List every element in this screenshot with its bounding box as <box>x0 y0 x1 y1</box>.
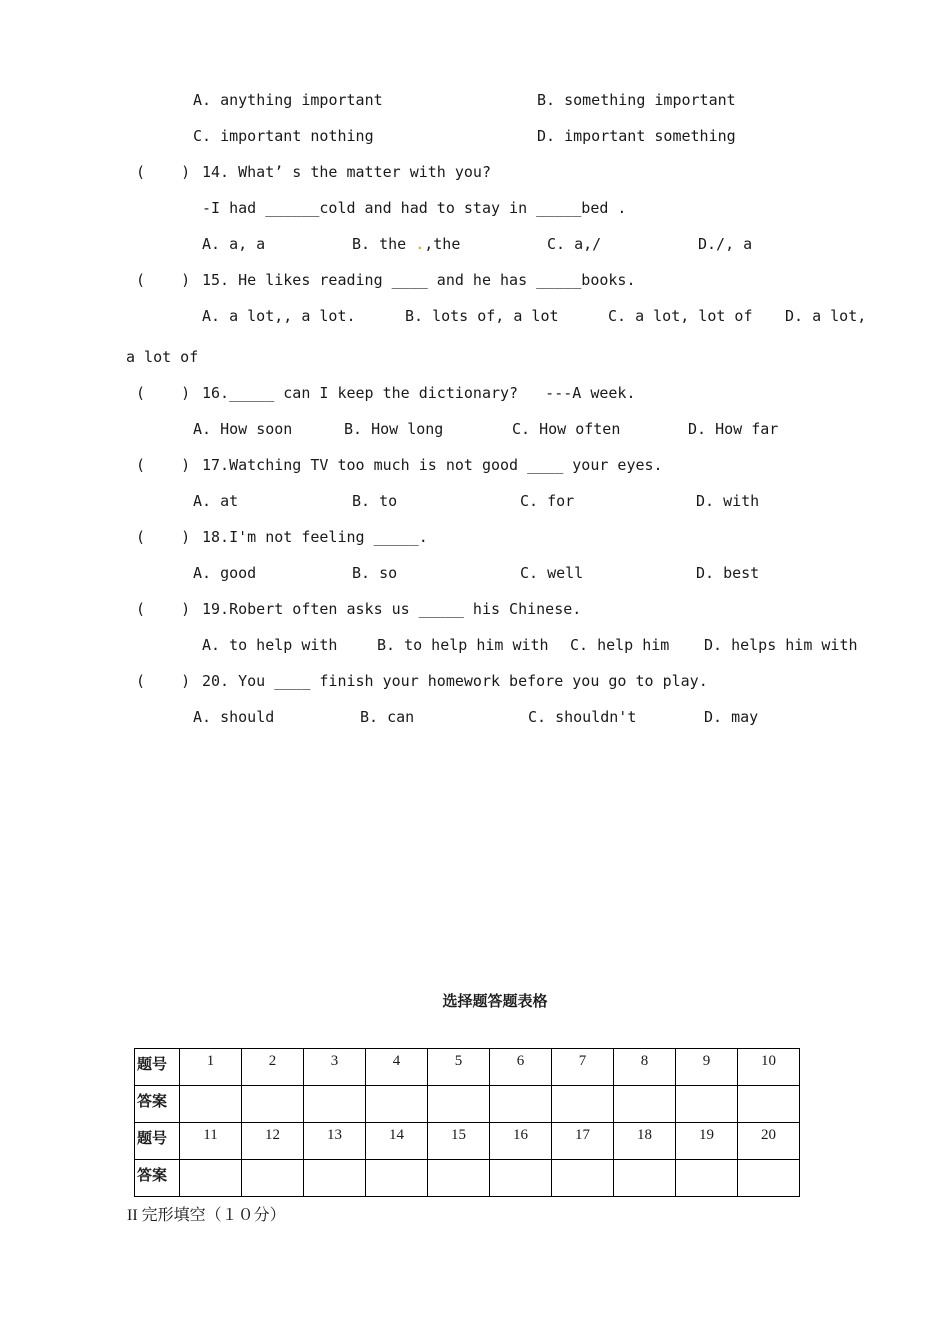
number-cell: 1 <box>180 1049 242 1086</box>
q19-answer-paren: ( ) <box>136 600 191 618</box>
number-cell: 16 <box>490 1123 552 1160</box>
answer-cell[interactable] <box>676 1160 738 1197</box>
q14-option-b-text2: ,the <box>424 235 461 253</box>
answer-cell[interactable] <box>614 1086 676 1123</box>
row-label-number: 题号 <box>135 1123 180 1160</box>
number-cell: 4 <box>366 1049 428 1086</box>
answer-cell[interactable] <box>428 1160 490 1197</box>
number-cell: 6 <box>490 1049 552 1086</box>
row-label-answer: 答案 <box>135 1160 180 1197</box>
q17-option-c: C. for <box>520 492 575 510</box>
q14-answer-paren: ( ) <box>136 163 191 181</box>
q17-option-d: D. with <box>696 492 760 510</box>
answer-cell[interactable] <box>676 1086 738 1123</box>
q13-option-c: C. important nothing <box>193 127 374 145</box>
answer-row-2 <box>135 1160 800 1197</box>
row-label-answer: 答案 <box>135 1086 180 1123</box>
q17-stem: 17.Watching TV too much is not good ____ your eyes. <box>202 456 663 474</box>
q14-dialogue: -I had ______cold and had to stay in _____bed . <box>202 199 627 217</box>
q16-option-c: C. How often <box>512 420 621 438</box>
number-cell: 12 <box>242 1123 304 1160</box>
q15-answer-paren: ( ) <box>136 271 191 289</box>
answer-table-title: 选择题答题表格 <box>442 992 548 1010</box>
number-cell: 2 <box>242 1049 304 1086</box>
answer-cell[interactable] <box>366 1160 428 1197</box>
q20-option-c: C. shouldn't <box>528 708 637 726</box>
q17-option-b: B. to <box>352 492 398 510</box>
q16-stem: 16._____ can I keep the dictionary? ---A week. <box>202 384 636 402</box>
number-row-1 <box>135 1049 800 1086</box>
q15-stem: 15. He likes reading ____ and he has _____books. <box>202 271 636 289</box>
number-cell: 13 <box>304 1123 366 1160</box>
answer-cell[interactable] <box>366 1086 428 1123</box>
q13-option-a: A. anything important <box>193 91 383 109</box>
q18-answer-paren: ( ) <box>136 528 191 546</box>
row-label-number: 题号 <box>135 1049 180 1086</box>
q18-option-a: A. good <box>193 564 257 582</box>
q15-option-b: B. lots of, a lot <box>405 307 559 325</box>
q19-option-b: B. to help him with <box>377 636 549 654</box>
q20-option-a: A. should <box>193 708 275 726</box>
q15-option-a: A. a lot,, a lot. <box>202 307 356 325</box>
q19-stem: 19.Robert often asks us _____ his Chinese. <box>202 600 582 618</box>
q14-option-d: D./, a <box>698 235 753 253</box>
q15-option-d: D. a lot, <box>785 307 867 325</box>
number-cell: 15 <box>428 1123 490 1160</box>
answer-cell[interactable] <box>428 1086 490 1123</box>
number-row-2 <box>135 1123 800 1160</box>
q20-option-b: B. can <box>360 708 415 726</box>
answer-cell[interactable] <box>552 1086 614 1123</box>
q13-option-b: B. something important <box>537 91 736 109</box>
q14-option-b-mark: . <box>415 235 425 253</box>
number-cell: 3 <box>304 1049 366 1086</box>
answer-cell[interactable] <box>180 1086 242 1123</box>
q17-option-a: A. at <box>193 492 239 510</box>
q14-option-a: A. a, a <box>202 235 266 253</box>
section-heading-cloze: II 完形填空（１０分） <box>127 1207 286 1224</box>
answer-cell[interactable] <box>304 1160 366 1197</box>
q20-stem: 20. You ____ finish your homework before you go to play. <box>202 672 708 690</box>
number-cell: 17 <box>552 1123 614 1160</box>
q18-option-c: C. well <box>520 564 584 582</box>
q16-option-a: A. How soon <box>193 420 293 438</box>
number-cell: 19 <box>676 1123 738 1160</box>
q16-option-d: D. How far <box>688 420 779 438</box>
number-cell: 7 <box>552 1049 614 1086</box>
answer-cell[interactable] <box>242 1086 304 1123</box>
answer-cell[interactable] <box>490 1086 552 1123</box>
q20-answer-paren: ( ) <box>136 672 191 690</box>
answer-cell[interactable] <box>490 1160 552 1197</box>
q18-option-d: D. best <box>696 564 760 582</box>
number-cell: 5 <box>428 1049 490 1086</box>
q14-option-b-text: B. the <box>352 235 416 253</box>
answer-cell[interactable] <box>614 1160 676 1197</box>
number-cell: 11 <box>180 1123 242 1160</box>
q19-option-d: D. helps him with <box>704 636 858 654</box>
number-cell: 10 <box>738 1049 800 1086</box>
number-cell: 14 <box>366 1123 428 1160</box>
q13-option-d: D. important something <box>537 127 736 145</box>
answer-cell[interactable] <box>242 1160 304 1197</box>
number-cell: 9 <box>676 1049 738 1086</box>
q15-option-c: C. a lot, lot of <box>608 307 753 325</box>
q18-option-b: B. so <box>352 564 398 582</box>
answer-table <box>134 1048 800 1197</box>
q16-option-b: B. How long <box>344 420 444 438</box>
answer-row-1 <box>135 1086 800 1123</box>
q14-option-c: C. a,/ <box>547 235 602 253</box>
q17-answer-paren: ( ) <box>136 456 191 474</box>
answer-cell[interactable] <box>738 1160 800 1197</box>
q14-stem: 14. What’ s the matter with you? <box>202 163 491 181</box>
q16-answer-paren: ( ) <box>136 384 191 402</box>
q19-option-c: C. help him <box>570 636 670 654</box>
number-cell: 18 <box>614 1123 676 1160</box>
answer-cell[interactable] <box>304 1086 366 1123</box>
answer-cell[interactable] <box>738 1086 800 1123</box>
q20-option-d: D. may <box>704 708 759 726</box>
q14-option-b <box>352 234 460 254</box>
number-cell: 20 <box>738 1123 800 1160</box>
answer-cell[interactable] <box>552 1160 614 1197</box>
number-cell: 8 <box>614 1049 676 1086</box>
answer-cell[interactable] <box>180 1160 242 1197</box>
q15-option-d-wrap: a lot of <box>126 348 199 366</box>
q19-option-a: A. to help with <box>202 636 338 654</box>
q18-stem: 18.I'm not feeling _____. <box>202 528 428 546</box>
